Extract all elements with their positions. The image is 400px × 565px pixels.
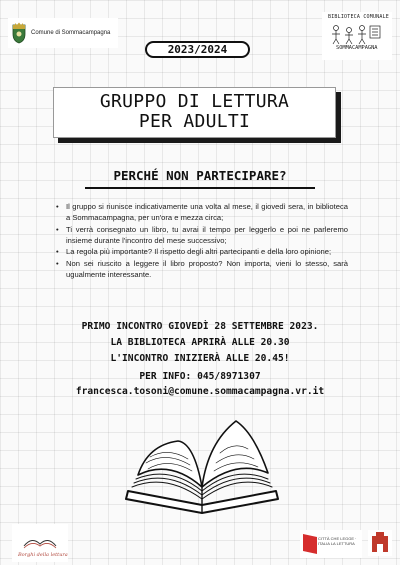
info-bullet-list — [56, 201, 348, 280]
subtitle-underline — [85, 187, 315, 189]
subtitle: PERCHÉ NON PARTECIPARE? — [113, 168, 287, 183]
biblioteca-sublabel: SOMMACAMPAGNA — [336, 45, 378, 51]
title-line-2: PER ADULTI — [138, 111, 251, 132]
borghi-lettura-logo — [12, 524, 68, 562]
biblioteca-logo — [322, 12, 392, 60]
sponsor-icon — [368, 530, 392, 556]
borghi-lettura-label: Borghi della lettura — [18, 552, 68, 558]
schedule-first-meeting: PRIMO INCONTRO GIOVEDÌ 28 SETTEMBRE 2023. — [81, 321, 319, 332]
comune-label: Comune di Sommacampagna — [31, 30, 111, 36]
schedule-opening-time: LA BIBLIOTECA APRIRÀ ALLE 20.30 — [110, 337, 290, 348]
biblioteca-label: BIBLIOTECA COMUNALE — [328, 14, 389, 20]
citta-che-legge-logo — [300, 530, 362, 558]
list-item: • La regola più importante? Il rispetto degli altri partecipanti e della loro opinione; — [56, 246, 348, 257]
list-item: • Non sei riuscito a leggere il libro proposto? Non importa, vieni lo stesso, sarà ugualmente interessante. — [56, 258, 348, 280]
schedule-start-time: L'INCONTRO INIZIERÀ ALLE 20.45! — [110, 353, 290, 364]
book-logo-icon — [12, 524, 68, 552]
list-item: • Il gruppo si riunisce indicativamente una volta al mese, il giovedì sera, in biblioteca a Sommacampagna, per un'ora e mezza circa; — [56, 201, 348, 223]
year-text: 2023/2024 — [167, 43, 228, 56]
year-badge — [145, 41, 250, 58]
list-item: • Ti verrà consegnato un libro, tu avrai il tempo per leggerlo e poi ne parleremo insieme durante l'incontro del mese successivo; — [56, 224, 348, 246]
title-line-1: GRUPPO DI LETTURA — [99, 91, 290, 112]
citta-che-legge-label: CITTÀ CHE LEGGE · ITALIA LA LETTURA — [318, 536, 357, 546]
sponsor-logo — [368, 530, 392, 556]
contact-email[interactable]: francesca.tosoni@comune.sommacampagna.vr.it — [75, 386, 325, 397]
title-box — [53, 87, 336, 138]
readers-illustration-icon — [322, 12, 392, 60]
contact-phone: PER INFO: 045/8971307 — [139, 371, 261, 382]
open-book-icon — [118, 413, 286, 523]
comune-crest-icon — [11, 22, 27, 44]
schedule-block — [0, 319, 400, 367]
comune-logo — [8, 18, 118, 48]
